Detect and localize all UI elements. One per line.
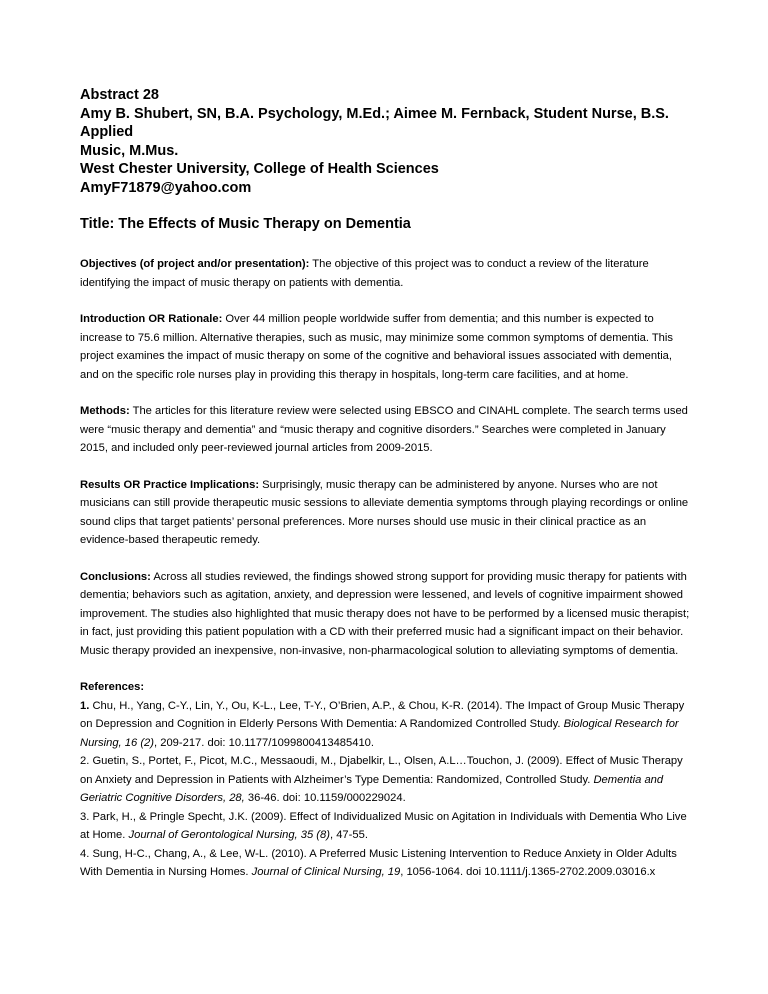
results-text: Surprisingly, music therapy can be administered by anyone. Nurses who are not musicians can still provide therapeutic music sessions to alleviate dementia symptoms through playing recordings or online sound clips that target patients’ personal preferences. More nurses should use music in their clinical practice as an evidence-based therapeutic remedy.: [80, 478, 689, 546]
references-section: [80, 678, 692, 882]
methods-section: [80, 402, 692, 458]
contact-email: AmyF71879@yahoo.com: [80, 179, 252, 196]
reference-item: [80, 845, 692, 882]
reference-pages: , 209-217. doi: 10.1177/1099800413485410.: [154, 736, 375, 749]
references-heading: References:: [80, 681, 145, 693]
introduction-section: [80, 310, 692, 384]
authors-line-2: Music, M.Mus.: [80, 142, 179, 159]
reference-number: 4.: [80, 847, 90, 860]
reference-pages: , 47-55.: [329, 829, 368, 841]
reference-text: Park, H., & Pringle Specht, J.K. (2009). Effect of Individualized Music on Agitation in Individuals with Dementia Who Live at Home.: [80, 810, 687, 841]
reference-number: 3.: [80, 810, 90, 823]
reference-text: Chu, H., Yang, C-Y., Lin, Y., Ou, K-L., Lee, T-Y., O’Brien, A.P., & Chou, K-R. (2014). The Impact of Group Music Therapy on Depression and Cognition in Elderly Persons With Dementia: A Randomized Controlled Study.: [80, 699, 685, 730]
authors-line-1: Amy B. Shubert, SN, B.A. Psychology, M.Ed.; Aimee M. Fernback, Student Nurse, B.S. Applied: [80, 105, 669, 140]
reference-item: [80, 752, 692, 808]
reference-item: [80, 697, 692, 753]
reference-number: 1.: [80, 699, 90, 712]
reference-journal: Journal of Clinical Nursing, 19: [251, 866, 401, 878]
methods-label: Methods:: [80, 405, 130, 417]
methods-text: The articles for this literature review were selected using EBSCO and CINAHL complete. The search terms used were “music therapy and dementia” and “music therapy and cognitive disorders.” Searches were completed in January 2015, and included only peer-reviewed journal articles from 2009-2015.: [80, 405, 688, 454]
reference-item: [80, 808, 692, 845]
abstract-page: [80, 86, 692, 882]
reference-pages: 36-46. doi: 10.1159/000229024.: [244, 792, 406, 804]
abstract-title: Title: The Effects of Music Therapy on Dementia: [80, 216, 411, 232]
abstract-number: Abstract 28: [80, 87, 159, 103]
conclusions-section: [80, 568, 692, 661]
objectives-label: Objectives (of project and/or presentation):: [80, 258, 310, 270]
objectives-text: The objective of this project was to conduct a review of the literature identifying the impact of music therapy on patients with dementia.: [80, 258, 649, 289]
results-label: Results OR Practice Implications:: [80, 478, 260, 491]
reference-journal: Journal of Gerontological Nursing, 35 (8): [128, 829, 330, 841]
reference-number: 2.: [80, 755, 90, 767]
results-section: [80, 476, 692, 550]
introduction-text: Over 44 million people worldwide suffer from dementia; and this number is expected to increase to 75.6 million. Alternative therapies, such as music, may minimize some common symptoms of dementia. This project examines the impact of music therapy on some of the cognitive and behavioral issues associated with dementia, and on the specific role nurses play in providing this therapy in hospitals, long-term care facilities, and at home.: [80, 313, 673, 381]
reference-text: Sung, H-C., Chang, A., & Lee, W-L. (2010). A Preferred Music Listening Intervention to Reduce Anxiety in Older Adults With Dementia in Nursing Homes.: [80, 847, 677, 878]
conclusions-label: Conclusions:: [80, 570, 151, 583]
reference-journal: Dementia and Geriatric Cognitive Disorders, 28,: [80, 773, 664, 804]
reference-journal: Biological Research for Nursing, 16 (2): [80, 718, 679, 749]
objectives-section: [80, 255, 692, 292]
introduction-label: Introduction OR Rationale:: [80, 313, 223, 325]
reference-text: Guetin, S., Portet, F., Picot, M.C., Messaoudi, M., Djabelkir, L., Olsen, A.L…Touchon, J. (2009). Effect of Music Therapy on Anxiety and Depression in Patients with Alzheimer’s Type Dementia: Randomized, Controlled Study.: [80, 755, 683, 786]
conclusions-text: Across all studies reviewed, the findings showed strong support for providing music therapy for patients with dementia; behaviors such as agitation, anxiety, and depression were lessened, and levels of cognitive impairment showed improvement. The studies also highlighted that music therapy does not have to be performed by a licensed music therapist; in fact, just providing this patient population with a CD with their preferred music had a significant impact on their behavior. Music therapy provided an inexpensive, non-invasive, non-pharmacological solution to alleviating symptoms of dementia.: [80, 570, 690, 657]
institution: West Chester University, College of Health Sciences: [80, 161, 439, 177]
reference-pages: , 1056-1064. doi 10.1111/j.1365-2702.2009.03016.x: [400, 866, 656, 878]
